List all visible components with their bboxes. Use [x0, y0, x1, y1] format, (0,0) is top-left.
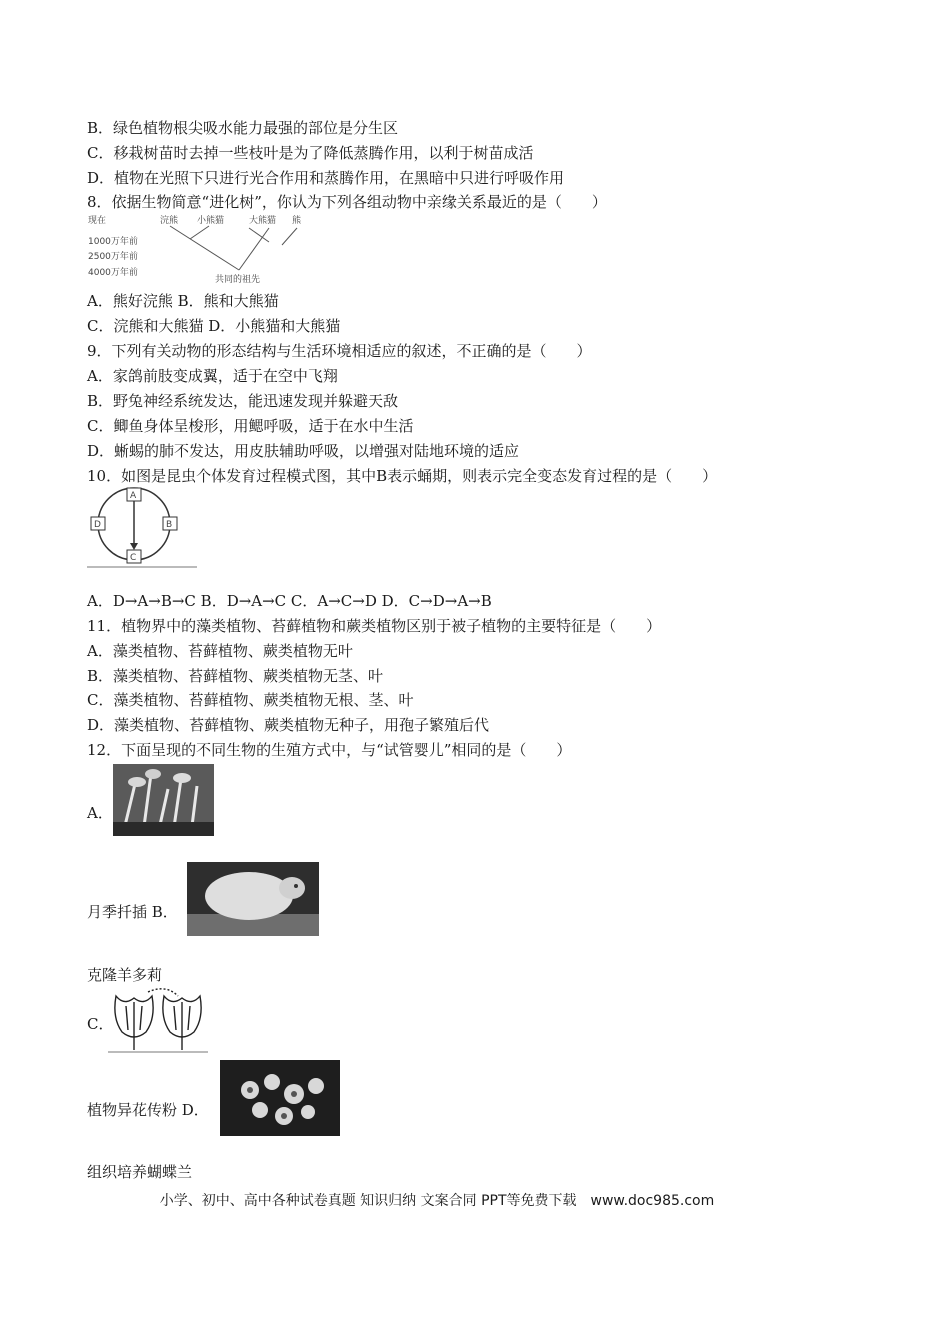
tree-species-bear: 熊 — [292, 216, 302, 226]
q8-options-cd: C．浣熊和大熊猫 D．小熊猫和大熊猫 — [87, 317, 341, 335]
q10-stem: 10．如图是昆虫个体发育过程模式图，其中B表示蛹期，则表示完全变态发育过程的是（ ） — [87, 467, 718, 485]
q12-option-b-caption: 克隆羊多莉 — [87, 966, 163, 984]
orchid-tissue-culture-photo — [220, 1060, 340, 1136]
q11-option-a: A．藻类植物、苔藓植物、蕨类植物无叶 — [87, 642, 353, 660]
q10-options: A．D→A→B→C B．D→A→C C．A→C→D D．C→D→A→B — [87, 592, 492, 610]
q12-option-c-letter: C． — [87, 1015, 114, 1033]
q9-stem: 9．下列有关动物的形态结构与生活环境相适应的叙述，不正确的是（ ） — [87, 342, 592, 360]
tree-species-red-panda: 小熊猫 — [197, 216, 225, 226]
cycle-node-a: A — [130, 491, 137, 501]
cycle-node-d: D — [94, 520, 101, 530]
cycle-node-b: B — [166, 520, 173, 530]
rose-cutting-photo — [113, 764, 214, 836]
tree-row-40m: 4000万年前 — [88, 268, 138, 278]
tree-branches — [170, 226, 297, 270]
q9-option-b: B．野兔神经系统发达，能迅速发现并躲避天敌 — [87, 392, 399, 410]
q12-option-a-caption-b-letter: 月季扦插 B． — [87, 903, 178, 921]
q7-option-d: D．植物在光照下只进行光合作用和蒸腾作用，在黑暗中只进行呼吸作用 — [87, 169, 565, 187]
q12-option-d-caption: 组织培养蝴蝶兰 — [87, 1163, 193, 1181]
q7-option-c: C．移栽树苗时去掉一些枝叶是为了降低蒸腾作用，以利于树苗成活 — [87, 144, 534, 162]
page-footer: 小学、初中、高中各种试卷真题 知识归纳 文案合同 PPT等免费下载 www.doc985.com — [159, 1193, 715, 1209]
cycle-node-c: C — [130, 553, 137, 563]
tree-species-raccoon: 浣熊 — [160, 216, 179, 226]
tree-species-giant-panda: 大熊猫 — [249, 216, 277, 226]
q9-option-a: A．家鸽前肢变成翼，适于在空中飞翔 — [87, 367, 338, 385]
tree-row-25m: 2500万年前 — [88, 252, 138, 262]
q12-option-c-caption-d-letter: 植物异花传粉 D． — [87, 1101, 209, 1119]
q9-option-d: D．蜥蜴的肺不发达，用皮肤辅助呼吸，以增强对陆地环境的适应 — [87, 442, 520, 460]
q11-stem: 11．植物界中的藻类植物、苔藓植物和蕨类植物区别于被子植物的主要特征是（ ） — [87, 617, 662, 635]
q12-option-a-letter: A． — [87, 804, 113, 822]
q11-option-d: D．藻类植物、苔藓植物、蕨类植物无种子，用孢子繁殖后代 — [87, 716, 490, 734]
q11-option-c: C．藻类植物、苔藓植物、蕨类植物无根、茎、叶 — [87, 691, 414, 709]
dolly-sheep-photo — [187, 862, 319, 936]
q8-options-ab: A．熊好浣熊 B．熊和大熊猫 — [87, 292, 279, 310]
flower-pollination-diagram — [108, 988, 210, 1054]
q11-option-b: B．藻类植物、苔藓植物、蕨类植物无茎、叶 — [87, 667, 384, 685]
tree-root-label: 共同的祖先 — [215, 275, 261, 285]
tree-row-10m: 1000万年前 — [88, 237, 138, 247]
evolution-tree-figure — [87, 212, 327, 288]
q12-stem: 12．下面呈现的不同生物的生殖方式中，与“试管婴儿”相同的是（ ） — [87, 741, 572, 759]
tree-row-now: 现在 — [88, 216, 107, 226]
insect-development-cycle-diagram — [87, 485, 199, 569]
q8-stem: 8．依据生物简意“进化树”，你认为下列各组动物中亲缘关系最近的是（ ） — [87, 193, 607, 211]
q7-option-b: B．绿色植物根尖吸水能力最强的部位是分生区 — [87, 119, 399, 137]
q9-option-c: C．鲫鱼身体呈梭形，用鳃呼吸，适于在水中生活 — [87, 417, 414, 435]
